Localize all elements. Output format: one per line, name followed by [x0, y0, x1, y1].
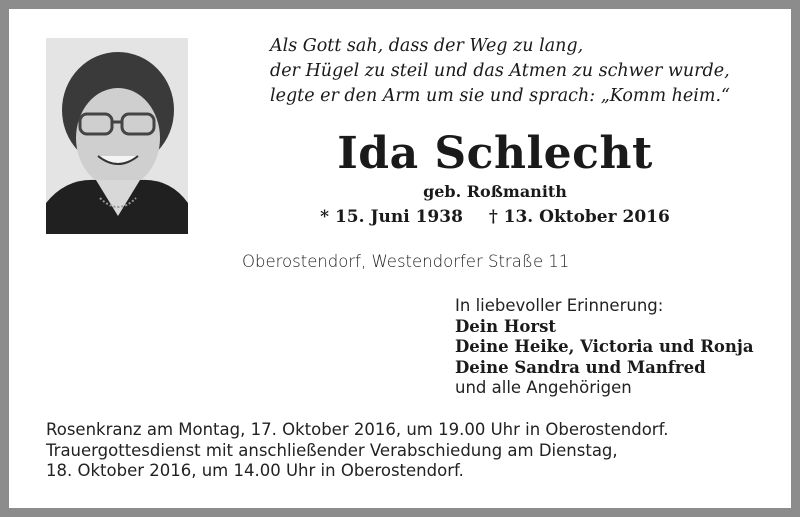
poem-line: der Hügel zu steil und das Atmen zu schwer wurde, [270, 61, 730, 81]
portrait-image [46, 38, 188, 234]
maiden-name: geb. Roßmanith [423, 182, 567, 201]
poem-line: Als Gott sah, dass der Weg zu lang, [270, 36, 584, 56]
deceased-name: Ida Schlecht [337, 128, 653, 179]
mourners-intro: In liebevoller Erinnerung: [455, 296, 664, 315]
residence-address: Oberostendorf, Westendorfer Straße 11 [242, 252, 570, 271]
death-date: † 13. Oktober 2016 [488, 207, 670, 227]
service-line: 18. Oktober 2016, um 14.00 Uhr in Oberostendorf. [46, 461, 464, 480]
mourners-closing: und alle Angehörigen [455, 378, 632, 397]
mourners-block [455, 296, 754, 399]
service-line: Trauergottesdienst mit anschließender Verabschiedung am Dienstag, [46, 440, 618, 460]
portrait-photo [46, 38, 188, 234]
birth-date: * 15. Juni 1938 [320, 207, 463, 227]
service-details [46, 420, 668, 482]
service-line: Rosenkranz am Montag, 17. Oktober 2016, um 19.00 Uhr in Oberostendorf. [46, 420, 669, 439]
mourner-name: Deine Sandra und Manfred [455, 357, 706, 377]
mourner-name: Dein Horst [455, 316, 557, 336]
poem-line: legte er den Arm um sie und sprach: „Komm heim.“ [270, 86, 730, 106]
poem-verse [270, 34, 730, 109]
mourner-name: Deine Heike, Victoria und Ronja [455, 337, 754, 356]
life-dates [255, 207, 735, 227]
